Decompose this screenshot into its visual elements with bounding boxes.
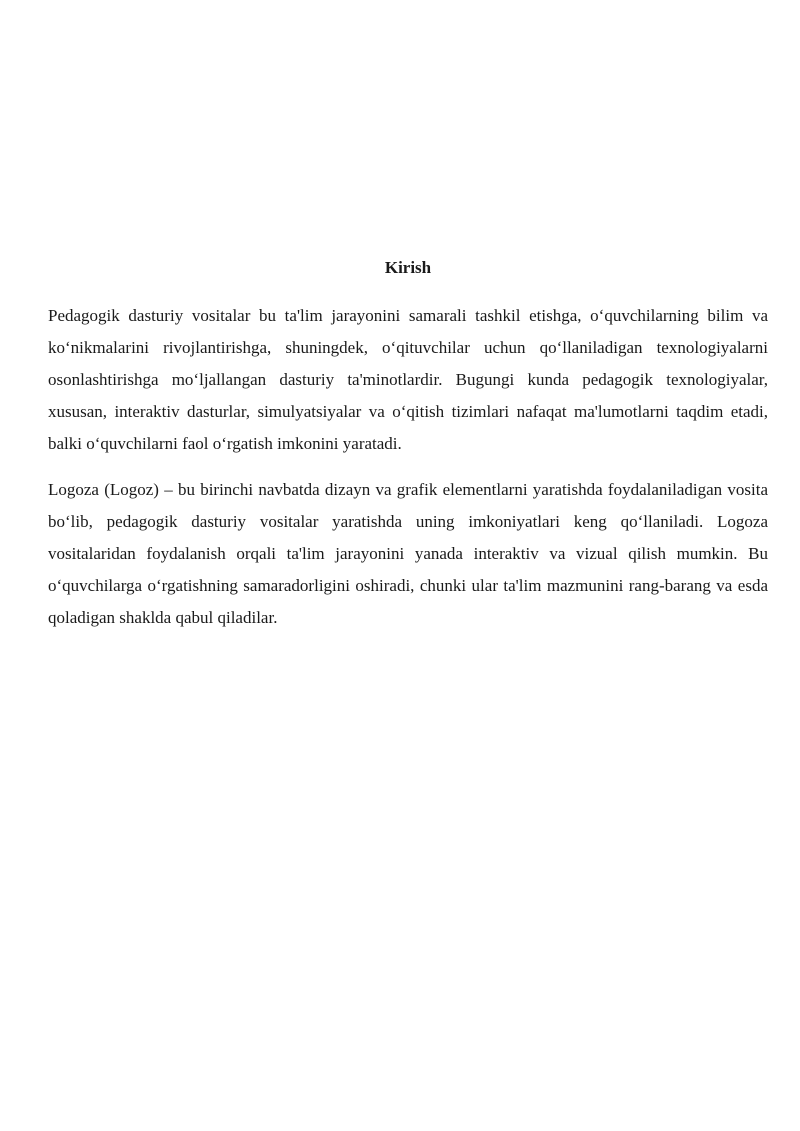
- paragraph-intro: Pedagogik dasturiy vositalar bu ta'lim jarayonini samarali tashkil etishga, o‘quvchilarning bilim va ko‘nikmalarini rivojlantirishga, shuningdek, o‘qituvchilar uchun qo‘llaniladigan texnologiyalarni osonlashtirishga mo‘ljallangan dasturiy ta'minotlardir. Bugungi kunda pedagogik texnologiyalar, xususan, interaktiv dasturlar, simulyatsiyalar va o‘qitish tizimlari nafaqat ma'lumotlarni taqdim etadi, balki o‘quvchilarni faol o‘rgatish imkonini yaratadi.: [48, 306, 768, 453]
- document-body: [48, 256, 768, 648]
- paragraph-logoza: Logoza (Logoz) – bu birinchi navbatda dizayn va grafik elementlarni yaratishda foydalaniladigan vosita bo‘lib, pedagogik dasturiy vositalar yaratishda uning imkoniyatlari keng qo‘llaniladi. Logoza vositalaridan foydalanish orqali ta'lim jarayonini yanada interaktiv va vizual qilish mumkin. Bu o‘quvchilarga o‘rgatishning samaradorligini oshiradi, chunki ular ta'lim mazmunini rang-barang va esda qoladigan shaklda qabul qiladilar.: [48, 480, 768, 627]
- section-heading: Kirish: [384, 258, 432, 277]
